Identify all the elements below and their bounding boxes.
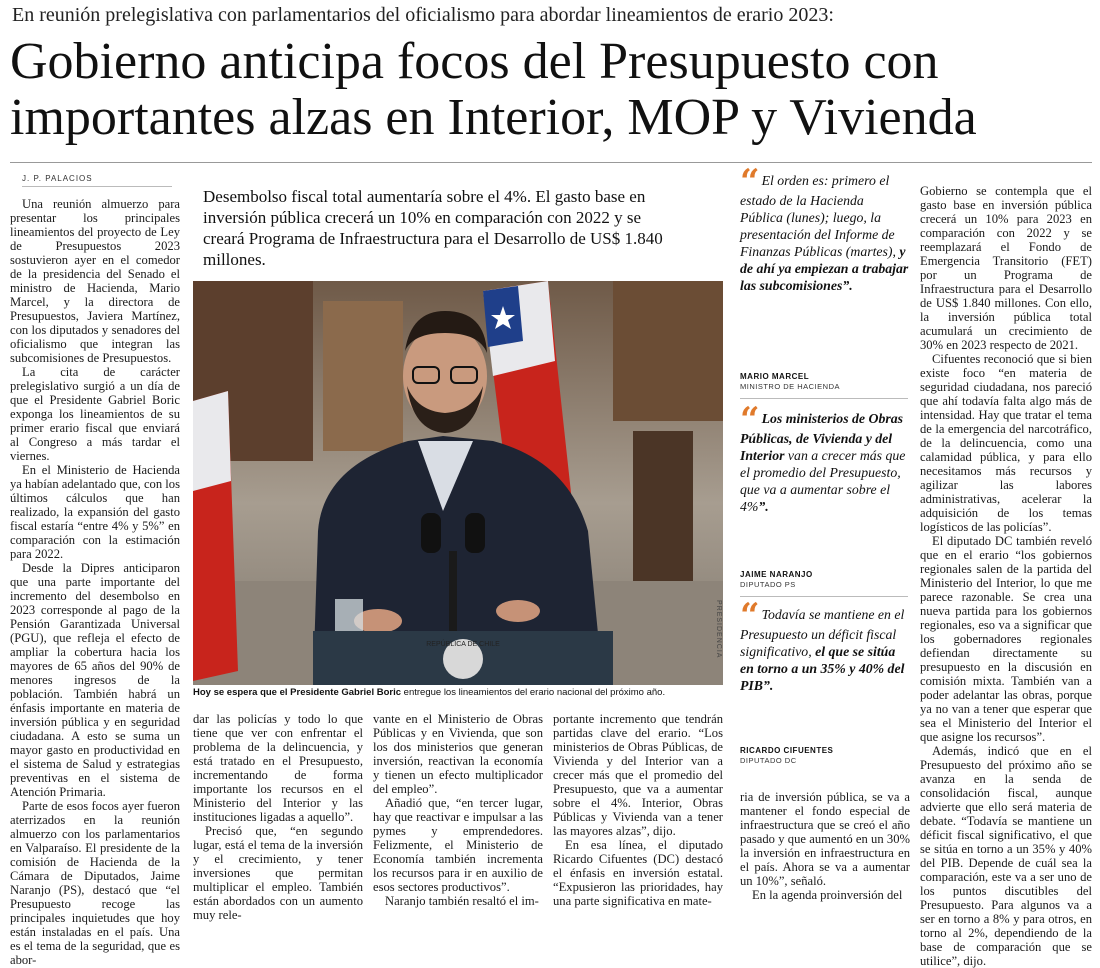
quote-marcel-text: El orden es: primero el estado de la Hacienda Pública (lunes); luego, la presentación del Informe de Finanzas Públicas (martes),: [740, 173, 896, 259]
quote-mark-icon: “: [740, 162, 760, 202]
quote-marcel-role: MINISTRO DE HACIENDA: [740, 382, 841, 391]
col2-paragraph-1: dar las policías y todo lo que tiene que ver con enfrentar el problema de la delincuencia, y está tratado en el Presupuesto, incrementando de forma importante los recursos en el Ministerio del Interior y las instituciones ligadas a aquello”.: [193, 712, 363, 824]
caption-bold: Hoy se espera que el Presidente Gabriel Boric: [193, 687, 402, 698]
col4-paragraph-1: portante incremento que tendrán partidas clave del erario. “Los ministerios de Obras Públicas, de Vivienda y del Interior van a crecer más que el promedio del Presupuesto, que va a aumentar sobre el 4%. Interior, Obras Públicas y Vivienda van a tener las mayores alzas”, dijo.: [553, 712, 723, 838]
header-rule: [10, 162, 1092, 163]
col1-paragraph-3: En el Ministerio de Hacienda ya habían adelantado que, con los últimos cálculos que han realizado, la expansión del gasto fiscal estaría “entre 4% y 5%” en comparación con la estimación para 2022.: [10, 463, 180, 561]
col3-paragraph-3: Naranjo también resaltó el im-: [385, 894, 539, 908]
headline: [10, 34, 1095, 146]
column-4: [553, 712, 723, 908]
col6-paragraph-2: Cifuentes reconoció que si bien existe foco “en materia de seguridad ciudadana, nos pareció que ahí todavía falta algo más de intensidad. Hay que tratar el tema de la emergencia del narcotráfico, de la delincuencia, como una calamidad pública, y para ello necesitamos más recursos y agilizar las labores administrativas, acelerar la adquisición de los temas logísticos de las policías”.: [920, 352, 1092, 534]
byline: J. P. PALACIOS: [22, 174, 93, 183]
col1-paragraph-5: Parte de esos focos ayer fueron aterrizados en la reunión almuerzo con los parlamentarios en Valparaíso. El presidente de la comisión de Hacienda de la Cámara de Diputados, Jaime Naranjo (PS), destacó que “el Presupuesto recoge las principales inquietudes que hoy están instaladas en el país. Una es el tema de la seguridad, que es abor-: [10, 799, 180, 967]
quote-marcel-bold: y de ahí ya empiezan a trabajar las subcomisiones”.: [740, 244, 909, 293]
column-5: [740, 790, 910, 904]
quote-naranjo-bold-end: ”.: [758, 499, 769, 514]
byline-rule: [22, 186, 172, 187]
photo-caption: [193, 687, 723, 699]
quote-naranjo-bold-lead: Los ministerios de Obras Públicas, de Vivienda y del Interior: [740, 411, 903, 463]
quote-marcel: [740, 162, 910, 294]
col5-paragraph-2: En la agenda proinversión del: [752, 888, 903, 902]
col3-paragraph-2: Añadió que, “en tercer lugar, hay que reactivar e impulsar a las pymes y emprendedores. Felizmente, el Ministerio de Economía también incrementa los recursos para ir en auxilio de esos sectores productivos”.: [373, 796, 543, 894]
column-1: [10, 197, 180, 967]
col6-paragraph-3: El diputado DC también reveló que en el erario “los gobiernos regionales salen de la partida del Ministerio del Interior, lo que me parece razonable. Se crea una nueva partida para los gobiernos regionales, eso va a significar que los gobernadores regionales defiendan directamente su presupuesto en la discusión en comisión mixta. También van a poder adelantar las obras, porque ya no van a tener que esperar que sea el Ministerio del Interior el que asigne los recursos”.: [920, 534, 1092, 744]
col4-paragraph-2: En esa línea, el diputado Ricardo Cifuentes (DC) destacó el énfasis en inversión estatal. “Expusieron las prioridades, hay una parte significativa en mate-: [553, 838, 723, 908]
col1-paragraph-2: La cita de carácter prelegislativo surgió a un día de que el Presidente Gabriel Boric exponga los lineamientos de su primer erario fiscal que enviará al Congreso a más tardar el viernes.: [10, 365, 180, 463]
quote-divider-2: [740, 596, 908, 597]
photo-credit: PRESIDENCIA: [715, 600, 722, 659]
main-photo: [193, 281, 723, 685]
col6-paragraph-4: Además, indicó que en el Presupuesto del próximo año se avanza en la senda de consolidación fiscal, aunque advierte que ello será materia de debate. “Todavía se mantiene un déficit fiscal significativo, el que se sitúa en torno a un 35% y 40% del PIB. Depende de cuál sea la comparación, este va a ser uno de los puntos discutibles del Presupuesto. Para algunos va a ser en torno a 8% y para otros, en torno al 2%, dependiendo de la base de comparación que se utilice”, dijo.: [920, 744, 1092, 968]
quote-mark-icon: “: [740, 400, 760, 440]
quote-naranjo-text: van a crecer más que el promedio del Presupuesto, que va a aumentar sobre el 4%: [740, 448, 906, 514]
quote-cifuentes-bold: el que se sitúa en torno a un 35% y 40% del PIB”.: [740, 644, 905, 693]
col2-paragraph-2: Precisó que, “en segundo lugar, está el tema de la inversión y el crecimiento, y tener inversiones que permitan multiplicar el empleo. También están abordados con un aumento muy rele-: [193, 824, 363, 922]
column-6: [920, 184, 1092, 968]
quote-cifuentes-role: DIPUTADO DC: [740, 756, 797, 765]
col1-paragraph-1: Una reunión almuerzo para presentar los principales lineamientos del proyecto de Ley de Presupuestos 2023 sostuvieron ayer en el comedor de la presidencia del Senado el ministro de Hacienda, Mario Marcel, y la directora de Presupuestos, Javiera Martínez, con los diputados y senadores del oficialismo que integran las subcomisiones de Presupuestos.: [10, 197, 180, 365]
column-3: [373, 712, 543, 908]
caption-rest: entregue los lineamientos del erario nacional del próximo año.: [401, 687, 666, 698]
quote-naranjo-role: DIPUTADO PS: [740, 580, 796, 589]
headline-line-1: Gobierno anticipa focos del Presupuesto con: [10, 33, 939, 90]
photo-illustration: [193, 281, 723, 685]
quote-cifuentes-name: RICARDO CIFUENTES: [740, 746, 834, 755]
col1-paragraph-4: Desde la Dipres anticiparon que una parte importante del incremento del desembolso en 2023 corresponde al pago de la Pensión Garantizada Universal (PGU), que refleja el efecto de ampliar la cobertura hacia los mayores de 65 años del 90% de menores ingresos de la población. También habrá un énfasis importante en materia de inversión pública y en seguridad ciudadana. A esto se suma un mayor gasto en productividad en el sistema de Salud y estrategias preventivas en el sistema de Atención Primaria.: [10, 561, 180, 799]
deck: Desembolso fiscal total aumentaría sobre el 4%. El gasto base en inversión pública crecerá un 10% en comparación con 2022 y se creará Programa de Infraestructura para el Desarrollo de US$ 1.840 millones.: [203, 187, 663, 269]
quote-marcel-name: MARIO MARCEL: [740, 372, 810, 381]
col3-paragraph-1: vante en el Ministerio de Obras Públicas y en Vivienda, que son los dos ministerios que generan inversión, reactivan la economía y tienen un efecto multiplicador del empleo”.: [373, 712, 543, 796]
column-2: [193, 712, 363, 922]
quote-naranjo: [740, 400, 910, 515]
quote-naranjo-name: JAIME NARANJO: [740, 570, 813, 579]
col5-paragraph-1: ria de inversión pública, se va a mantener el fondo especial de infraestructura que se creó el año pasado y que aumentó en un 30% la inversión en infraestructura en el país. Ahora se va a aumentar un 10%”, señaló.: [740, 790, 910, 888]
quote-divider-1: [740, 398, 908, 399]
col6-paragraph-1: Gobierno se contempla que el gasto base en inversión pública crecerá un 10% para 2023 en comparación con 2022 y se reemplazará el Fondo de Emergencia Transitorio (FET) por un Programa de Infraestructura para el Desarrollo de US$ 1.840 millones. Con ello, la inversión pública total acumulará un crecimiento de 30% en 2023 respecto de 2021.: [920, 184, 1092, 352]
quote-mark-icon: “: [740, 596, 760, 636]
kicker: En reunión prelegislativa con parlamentarios del oficialismo para abordar lineamientos de erario 2023:: [12, 4, 834, 26]
quote-cifuentes-text: Todavía se mantiene en el Presupuesto un déficit fiscal significativo,: [740, 607, 905, 659]
podium-text: REPÚBLICA DE CHILE: [426, 641, 500, 648]
quote-cifuentes: [740, 596, 910, 694]
headline-line-2: importantes alzas en Interior, MOP y Vivienda: [10, 89, 977, 146]
